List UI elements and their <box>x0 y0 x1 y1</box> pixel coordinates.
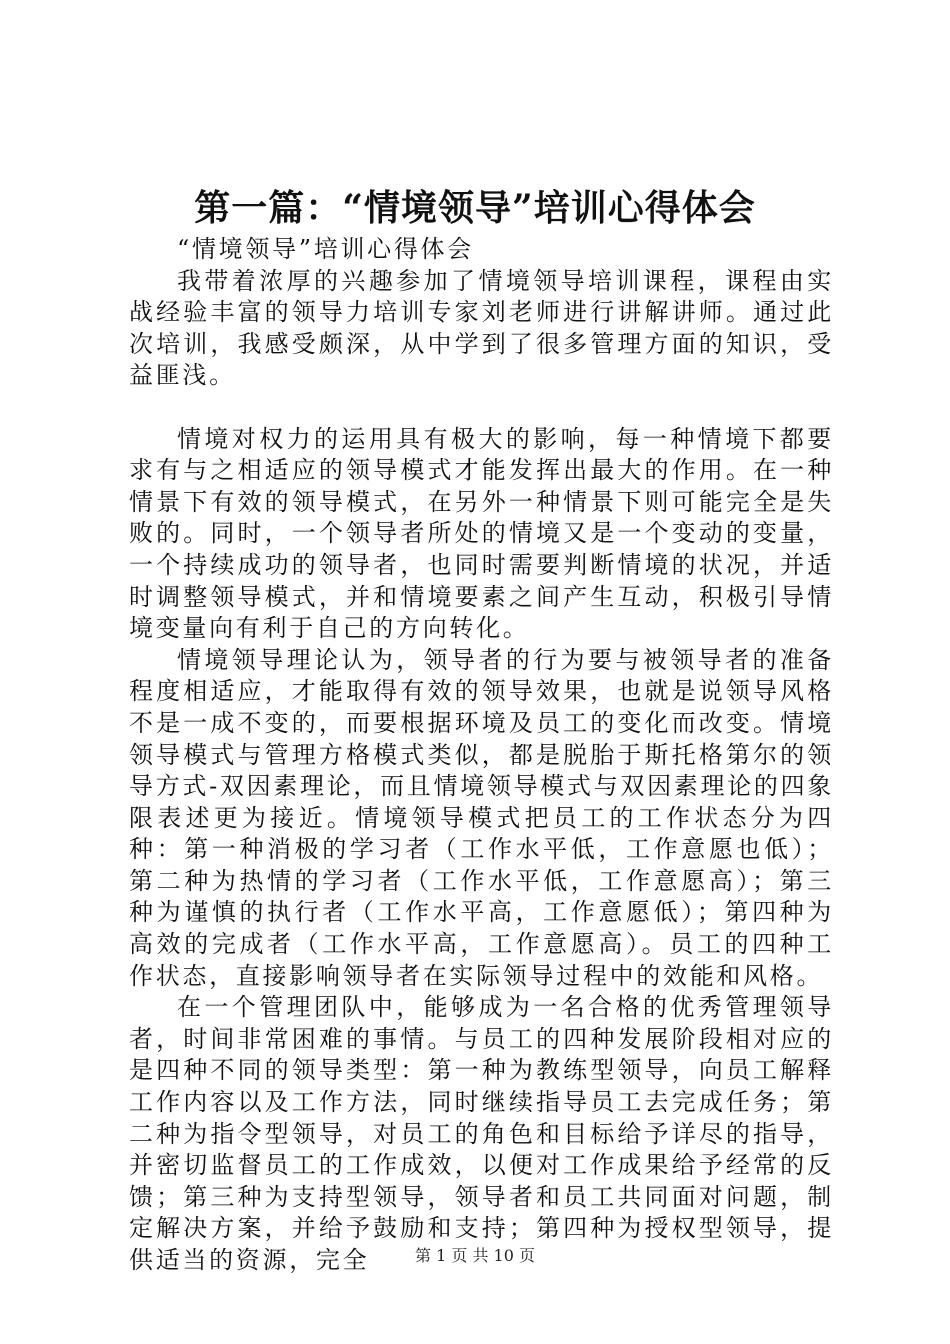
document-subtitle: “情境领导”培训心得体会 <box>177 235 474 263</box>
body-paragraph-1: 我带着浓厚的兴趣参加了情境领导培训课程，课程由实战经验丰富的领导力培训专家刘老师进行讲解讲师。通过此次培训，我感受颇深，从中学到了很多管理方面的知识，受益匪浅。 <box>129 266 834 390</box>
body-paragraph-2: 情境对权力的运用具有极大的影响，每一种情境下都要求有与之相适应的领导模式才能发挥出最大的作用。在一种情景下有效的领导模式，在另外一种情景下则可能完全是失败的。同时，一个领导者所处的情境又是一个变动的变量，一个持续成功的领导者，也同时需要判断情境的状况，并适时调整领导模式，并和情境要素之间产生互动，积极引导情境变量向有利于自己的方向转化。 <box>129 424 834 643</box>
document-body <box>129 234 834 1277</box>
body-paragraph-4: 在一个管理团队中，能够成为一名合格的优秀管理领导者，时间非常困难的事情。与员工的四种发展阶段相对应的是四种不同的领导类型：第一种为教练型领导，向员工解释工作内容以及工作方法，同时继续指导员工去完成任务；第二种为指令型领导，对员工的角色和目标给予详尽的指导，并密切监督员工的工作成效，以便对工作成果给予经常的反馈；第三种为支持型领导，领导者和员工共同面对问题，制定解决方案，并给予鼓励和支持；第四种为授权型领导，提供适当的资源，完全 <box>129 993 834 1274</box>
body-paragraph-3: 情境领导理论认为，领导者的行为要与被领导者的准备程度相适应，才能取得有效的领导效果，也就是说领导风格不是一成不变的，而要根据环境及员工的变化而改变。情境领导模式与管理方格模式类似，都是脱胎于斯托格第尔的领导方式-双因素理论，而且情境领导模式与双因素理论的四象限表述更为接近。情境领导模式把员工的工作状态分为四种：第一种消极的学习者（工作水平低，工作意愿也低）；第二种为热情的学习者（工作水平低，工作意愿高）；第三种为谨慎的执行者（工作水平高，工作意愿低）；第四种为高效的完成者（工作水平高，工作意愿高）。员工的四种工作状态，直接影响领导者在实际领导过程中的效能和风格。 <box>129 645 835 990</box>
document-title: 第一篇：“情境领导”培训心得体会 <box>194 187 756 229</box>
page-indicator: 第 1 页 共 10 页 <box>415 1246 535 1265</box>
